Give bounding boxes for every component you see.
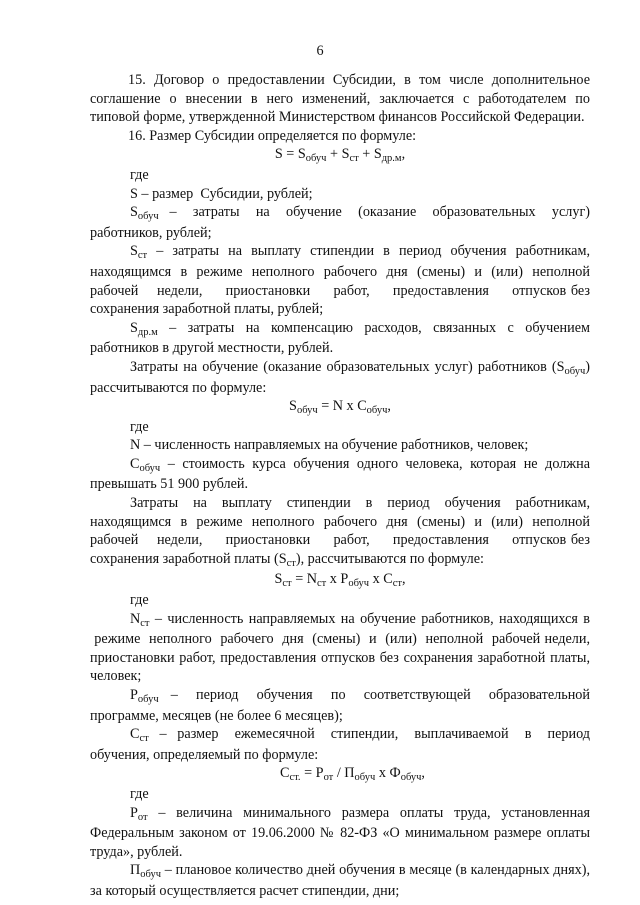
paragraph: $C_{ст}$ – размер ежемесячной стипендии, выплачиваемой в период обучения, определяемый по формуле: [90, 726, 590, 763]
formula: $S = S_{обуч} + S_{ст} + S_{др.м}$, [274, 146, 406, 165]
paragraph: 15. Договор о предоставлении Субсидии, в том числе дополнительное соглашение о внесении в него изменений, заключается с работодателем по типовой форме, утвержденной Министерством финансов Российской Федерации. [90, 72, 590, 126]
paragraph: S – размер Субсидии, рублей; [130, 185, 313, 202]
paragraph: N – численность направляемых на обучение работников, человек; [130, 437, 529, 454]
paragraph: $П_{обуч}$ – плановое количество дней обучения в месяце (в календарных днях), за который осуществляется расчет стипендии, дни; [90, 862, 590, 899]
page-number: 6 [316, 43, 324, 59]
paragraph: $C_{обуч}$ – стоимость курса обучения одного человека, которая не должна превышать 51 900 рублей. [90, 455, 590, 493]
document-body [90, 71, 590, 901]
formula: $C_{ст.} = P_{от} / П_{обуч}$ х $Ф_{обуч}$, [280, 765, 425, 784]
where-label: где [130, 418, 149, 435]
formula: $S_{обуч} = N$ х $C_{обуч}$, [289, 398, 391, 417]
paragraph: $S_{др.м}$ – затраты на компенсацию расходов, связанных с обучением работников в другой местности, рублей. [90, 319, 590, 357]
paragraph: Затраты на выплату стипендии в период обучения работникам, находящимся в режиме неполного рабочего дня (смены) и (или) неполной рабочей недели, приостановки работ, предоставления отпусков без сохранения заработной платы $(S_{ст})$, рассчитываются по формуле: [90, 495, 590, 569]
where-label: где [130, 592, 149, 609]
paragraph: Затраты на обучение (оказание образовательных услуг) работников $(S_{обуч})$ рассчитываются по формуле: [90, 358, 590, 396]
paragraph: $P_{обуч}$ – период обучения по соответствующей образовательной программе, месяцев (не более 6 месяцев); [90, 687, 590, 724]
paragraph: $N_{ст}$ – численность направляемых на обучение работников, находящихся в режиме неполного рабочего дня (смены) и (или) неполной рабочей недели, приостановки работ, предоставления отпусков без сохранения заработной платы, человек; [90, 610, 590, 685]
formula: $S_{ст} = N_{ст}$ х $P_{обуч}$ х $C_{ст}$, [274, 571, 406, 590]
where-label: где [130, 166, 149, 183]
paragraph: 16. Размер Субсидии определяется по формуле: [128, 127, 417, 144]
paragraph: $S_{ст}$ – затраты на выплату стипендии в период обучения работникам, находящимся в режиме неполного рабочего дня (смены) и (или) неполной рабочей недели, приостановки работ, предоставления отпусков без сохранения заработной платы, рублей; [90, 243, 590, 318]
where-label: где [130, 785, 149, 802]
paragraph: $S_{обуч}$ – затраты на обучение (оказание образовательных услуг) работников, рублей; [90, 204, 590, 241]
paragraph: $P_{от}$ – величина минимального размера оплаты труда, установленная Федеральным законом от 19.06.2000 № 82-ФЗ «О минимальном размере оплаты труда», рублей. [90, 804, 590, 860]
